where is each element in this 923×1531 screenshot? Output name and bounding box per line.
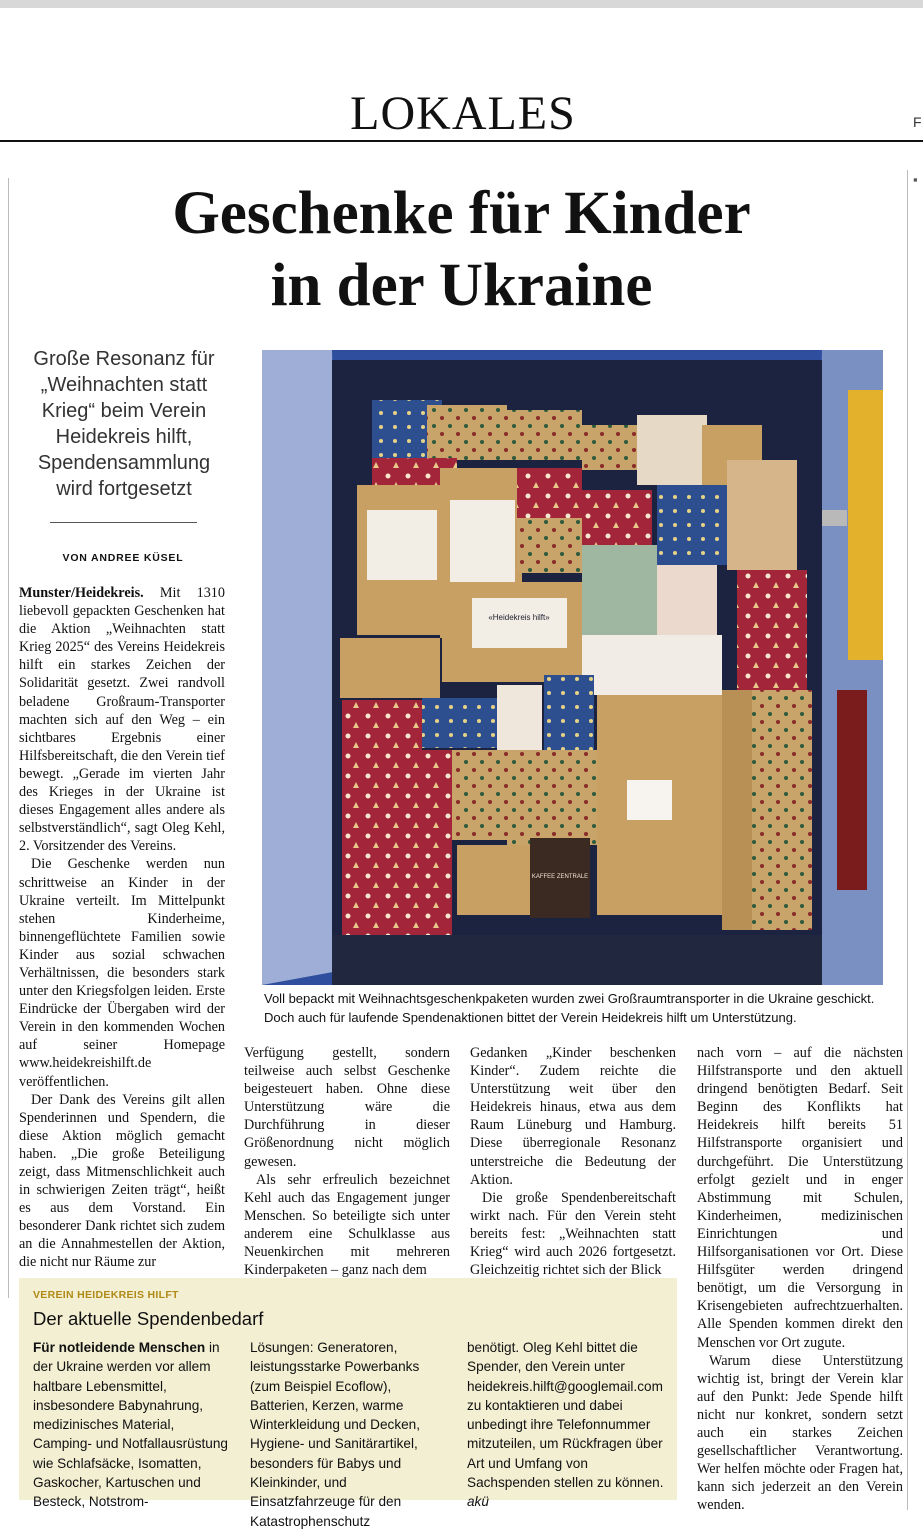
section-rule [0, 140, 923, 142]
paragraph-4-continued: Gedanken „Kinder beschenken Kinder“. Zudem reichte die Unterstützung weit über den Heidekreis hinaus, etwa aus dem Raum Lüneburg und Hamburg. Diese überregionale Resonanz unterstreiche die Bedeutung der Aktion. [470, 1045, 676, 1188]
paragraph-5-continued: nach vorn – auf die nächsten Hilfstransporte und den aktuell dringend benötigten Bedarf. Seit Beginn des Konflikts hat Heidekreis hilft bereits 51 Hilfstransporte organisiert und durchgeführt. Die Unterstützung erfolgt gezielt und in enger Abstimmung mit Schulen, Kinderheimen, medizinischen Einrichtungen und Hilfsorganisationen vor Ort. Diese Hilfsgüter werden dringend benötigt, um die Versorgung in Krisengebieten aufrechtzuerhalten. Alle Spenden kommen direkt den Menschen vor Ort zugute. [697, 1045, 903, 1351]
gift-package [637, 415, 707, 485]
paragraph-6: Warum diese Unterstützung wichtig ist, bringt der Verein klar auf den Punkt: Jede Spende hilft nicht nur konkret, sondern setzt auch ein starkes Zeichen gesellschaftlicher Verantwortung. Wer helfen möchte oder Fragen hat, kann sich jederzeit an den Verein wenden. [697, 1352, 903, 1514]
van-left-door [262, 350, 344, 985]
photo-caption: Voll bepackt mit Weihnachtsgeschenkpaketen wurden zwei Großraumtransporter in die Ukraine geschickt. Doch auch für laufende Spendenaktionen bittet der Verein Heidekreis hilft um Unterstützung. [264, 991, 875, 1025]
gift-package [342, 700, 422, 750]
gift-package [507, 410, 582, 460]
van-yellow-panel [848, 390, 883, 660]
paragraph-5: Die große Spendenbereitschaft wirkt nach. Für den Verein steht bereits fest: „Weihnachten statt Krieg“ wird auch 2026 fortgesetzt. Gleichzeitig richtet sich der Blick [470, 1189, 676, 1279]
section-title [0, 86, 923, 141]
cardboard-box [457, 845, 532, 915]
headline [40, 178, 883, 322]
top-bar [0, 0, 923, 8]
cardboard-box [727, 460, 797, 570]
box-sticker [627, 780, 672, 820]
shipping-label [472, 598, 567, 648]
paragraph-2: Die Geschenke werden nun schrittweise an Kinder in der Ukraine verteilt. Im Mittelpunkt stehen Kinderheime, binnengeflüchtete Familien sowie Kinder aus sozial schwachen Verhältnissen, die besonders stark unter den Kriegsfolgen leiden. Erste Eindrücke der Übergaben wird der Verein in den kommenden Wochen auf seiner Homepage www.heidekreishilft.de veröffentlichen. [19, 856, 225, 1090]
paragraph-3: Der Dank des Vereins gilt allen Spenderinnen und Spendern, die diese Aktion möglich gemacht haben. „Die große Beteiligung zeigt, dass Mitmenschlichkeit auch in schwierigen Zeiten trägt“, heißt es aus dem Vorstand. Ein besonderer Dank richtet sich zudem an die Annahmestellen der Aktion, die nicht nur Räume zur [19, 1091, 225, 1271]
info-box-column-2: Lösungen: Generatoren, leistungsstarke Powerbanks (zum Beispiel Ecoflow), Batterien, Kerzen, warme Winterkleidung und Decken, Hygiene- und Sanitärartikel, besonders für Babys und Kleinkinder, und Einsatzfahrzeuge für den Katastrophenschutz [250, 1340, 421, 1529]
byline: VON ANDREE KÜSEL [62, 552, 184, 564]
headline-line-1: Geschenke für Kinder [172, 180, 751, 247]
cargo-floor [332, 935, 822, 985]
paragraph-1-text: Mit 1310 liebevoll gepackten Geschenken hat die Aktion „Weihnachten statt Krieg 2025“ des Vereins Heidekreis hilft ein starkes Zeichen der Solidarität gesetzt. Zwei randvoll beladene Großraum-Transporter machten sich auf den Weg – ein sichtbares Ergebnis einer Hilfsbereitschaft, die den Verein tief bewegt. „Gerade im vierten Jahr des Krieges in der Ukraine ist dieses Engagement alles andere als selbstverständlich“, sagt Oleg Kehl, 2. Vorsitzender des Vereins. [19, 585, 225, 855]
gift-package [342, 750, 452, 935]
gift-package [657, 565, 717, 635]
section-title-text: LOKALES [350, 87, 576, 140]
shipping-label [450, 500, 515, 590]
right-column-rule [907, 170, 908, 1510]
info-box-column-1-text: in der Ukraine werden vor allem haltbare Lebensmittel, insbesondere Babynahrung, medizinisches Material, Camping- und Notfallausrüstung wie Schlafsäcke, Isomatten, Gaskocher, Kartuschen und Besteck, Notstrom- [33, 1340, 228, 1510]
body-column-3 [470, 1044, 676, 1279]
body-column-1 [19, 584, 225, 1272]
glove-boxes [582, 635, 722, 695]
gift-package [657, 485, 727, 565]
author-signoff: akü [467, 1494, 489, 1510]
shipping-label [367, 510, 437, 580]
coffee-box-label: KAFFEE ZENTRALE [531, 874, 589, 880]
paragraph-1 [19, 584, 225, 855]
gift-package [737, 570, 807, 690]
info-box-column-1 [33, 1338, 233, 1512]
gift-package [517, 518, 582, 573]
gift-package [582, 425, 637, 470]
edge-letter: F [913, 114, 922, 130]
gift-package [582, 490, 652, 545]
info-box-column-3-text: benötigt. Oleg Kehl bittet die Spender, den Verein unter heidekreis.hilft@googlemail.com zu kontaktieren und dabei unbedingt ihre Telefonnummer mitzuteilen, um Rückfragen über Art und Umfang von Sachspenden stellen zu können. [467, 1340, 664, 1491]
info-box-title: Der aktuelle Spendenbedarf [33, 1308, 264, 1329]
info-box-kicker: VEREIN HEIDEKREIS HILFT [33, 1289, 179, 1301]
gift-package [752, 690, 812, 930]
tail-light [837, 690, 867, 890]
van-cargo-illustration [262, 350, 883, 985]
info-box-lead: Für notleidende Menschen [33, 1340, 206, 1355]
gift-package [497, 685, 542, 750]
article-photo [262, 350, 883, 985]
gift-package [544, 675, 594, 755]
door-latch [822, 510, 847, 526]
gift-package [507, 750, 597, 845]
gift-package [517, 468, 582, 518]
body-column-4 [697, 1044, 903, 1514]
adjacent-text-fragment: ▪ [913, 172, 918, 187]
body-column-2 [244, 1044, 450, 1279]
gift-package [422, 698, 497, 748]
dateline: Munster/Heidekreis. [19, 585, 144, 601]
paragraph-4: Als sehr erfreulich bezeichnet Kehl auch das Engagement junger Menschen. So beteiligte sich unter anderem eine Schulklasse aus Neuenkirchen mit mehreren Kinderpaketen – ganz nach dem [244, 1171, 450, 1279]
info-box-column-3 [467, 1338, 667, 1512]
adjacent-article-strip [913, 170, 923, 1510]
cardboard-box [340, 638, 440, 698]
gift-package [582, 545, 657, 635]
gift-package [427, 405, 507, 460]
deck: Große Resonanz für „Weihnachten statt Krieg“ beim Verein Heidekreis hilft, Spendensammlung wird fortgesetzt [33, 348, 215, 500]
paragraph-3-continued: Verfügung gestellt, sondern teilweise auch selbst Geschenke beigesteuert haben. Ohne diese Unterstützung wäre die Durchführung in dieser Größenordnung nicht möglich gewesen. [244, 1045, 450, 1170]
info-box [19, 1278, 677, 1529]
headline-line-2: in der Ukraine [270, 252, 653, 319]
left-column-rule [8, 178, 9, 1298]
package-label: «Heidekreis hilft» [488, 613, 550, 622]
deck-rule [50, 522, 197, 523]
